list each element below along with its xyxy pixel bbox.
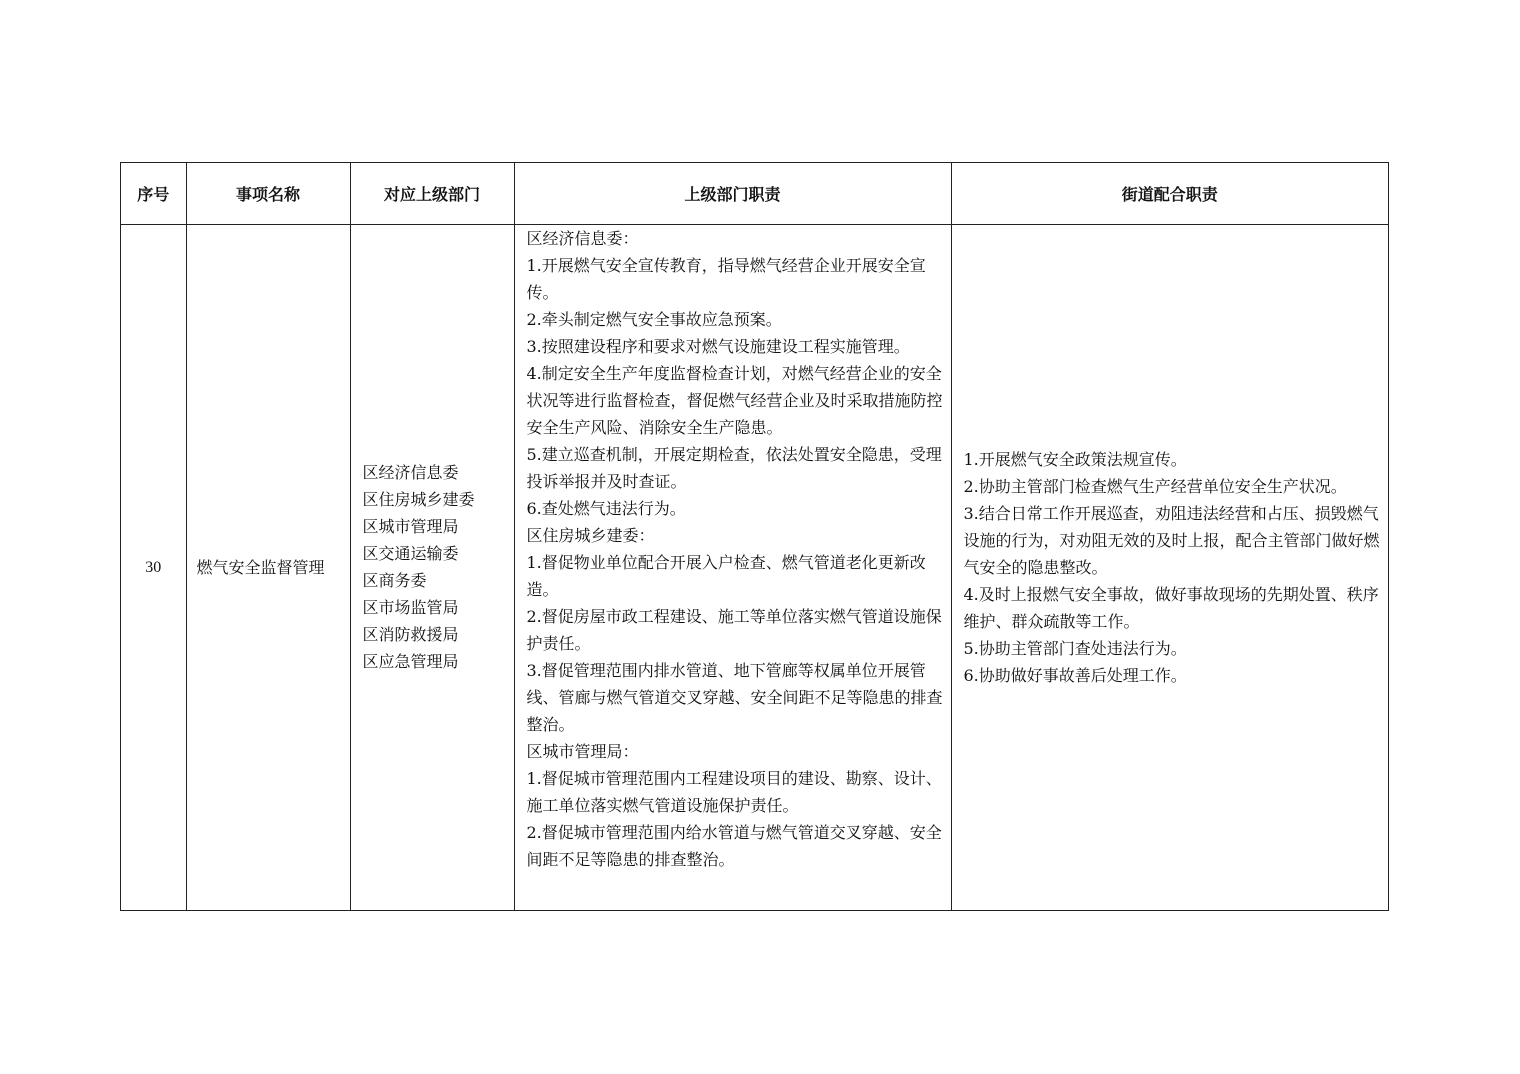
- cell-seq: 30: [121, 224, 186, 910]
- superior-duty-item: 5.建立巡查机制，开展定期检查，依法处置安全隐患，受理投诉举报并及时查证。: [526, 444, 942, 491]
- header-seq: 序号: [121, 163, 186, 224]
- superior-duty-item: 2.牵头制定燃气安全事故应急预案。: [526, 309, 782, 329]
- superior-duty-item: 2.督促城市管理范围内给水管道与燃气管道交叉穿越、安全间距不足等隐患的排查整治。: [526, 822, 942, 869]
- table-row: [121, 224, 1388, 910]
- superior-duty-item: 1.开展燃气安全宣传教育，指导燃气经营企业开展安全宣传。: [526, 255, 926, 302]
- superior-dept-item: 区商务委: [362, 571, 427, 591]
- duty-table: [121, 163, 1388, 910]
- superior-duty-item: 4.制定安全生产年度监督检查计划，对燃气经营企业的安全状况等进行监督检查，督促燃气经营企业及时采取措施防控安全生产风险、消除安全生产隐患。: [526, 363, 943, 437]
- superior-duty-item: 3.督促管理范围内排水管道、地下管廊等权属单位开展管线、管廊与燃气管道交叉穿越、安全间距不足等隐患的排查整治。: [526, 660, 943, 734]
- street-duty-item: 3.结合日常工作开展巡查，劝阻违法经营和占压、损毁燃气设施的行为，对劝阻无效的及时上报，配合主管部门做好燃气安全的隐患整改。: [963, 503, 1380, 577]
- superior-dept-list: [363, 459, 504, 675]
- superior-duty-item: 区城市管理局：: [526, 741, 639, 761]
- cell-superior-duties: [514, 224, 951, 910]
- superior-duty-item: 1.督促城市管理范围内工程建设项目的建设、勘察、设计、施工单位落实燃气管道设施保护责任。: [526, 768, 942, 815]
- street-duty-item: 2.协助主管部门检查燃气生产经营单位安全生产状况。: [963, 476, 1347, 496]
- street-duty-item: 6.协助做好事故善后处理工作。: [963, 665, 1187, 685]
- header-superior-duties: 上级部门职责: [514, 163, 951, 224]
- superior-duties-list: [527, 225, 947, 873]
- table-header-row: [121, 163, 1388, 224]
- superior-duty-item: 区经济信息委：: [526, 228, 639, 248]
- header-item-name: 事项名称: [186, 163, 350, 224]
- superior-duty-item: 6.查处燃气违法行为。: [526, 498, 686, 518]
- street-duty-item: 1.开展燃气安全政策法规宣传。: [963, 449, 1187, 469]
- superior-dept-item: 区市场监管局: [362, 598, 459, 618]
- superior-duty-item: 2.督促房屋市政工程建设、施工等单位落实燃气管道设施保护责任。: [526, 606, 942, 653]
- superior-dept-item: 区城市管理局: [362, 517, 459, 537]
- street-duties-list: [964, 446, 1381, 689]
- superior-dept-item: 区住房城乡建委: [362, 490, 475, 510]
- header-street-duties: 街道配合职责: [951, 163, 1388, 224]
- superior-duty-item: 1.督促物业单位配合开展入户检查、燃气管道老化更新改造。: [526, 552, 926, 599]
- cell-street-duties: [951, 224, 1388, 910]
- superior-dept-item: 区经济信息委: [362, 463, 459, 483]
- superior-dept-item: 区消防救援局: [362, 625, 459, 645]
- superior-dept-item: 区交通运输委: [362, 544, 459, 564]
- superior-duty-item: 3.按照建设程序和要求对燃气设施建设工程实施管理。: [526, 336, 910, 356]
- duty-table-container: [120, 162, 1389, 911]
- street-duty-item: 5.协助主管部门查处违法行为。: [963, 638, 1187, 658]
- superior-dept-item: 区应急管理局: [362, 652, 459, 672]
- header-superior-dept: 对应上级部门: [350, 163, 514, 224]
- superior-duty-item: 区住房城乡建委：: [526, 525, 655, 545]
- cell-superior-depts: [350, 224, 514, 910]
- street-duty-item: 4.及时上报燃气安全事故，做好事故现场的先期处置、秩序维护、群众疏散等工作。: [963, 584, 1379, 631]
- cell-item-name: 燃气安全监督管理: [186, 224, 350, 910]
